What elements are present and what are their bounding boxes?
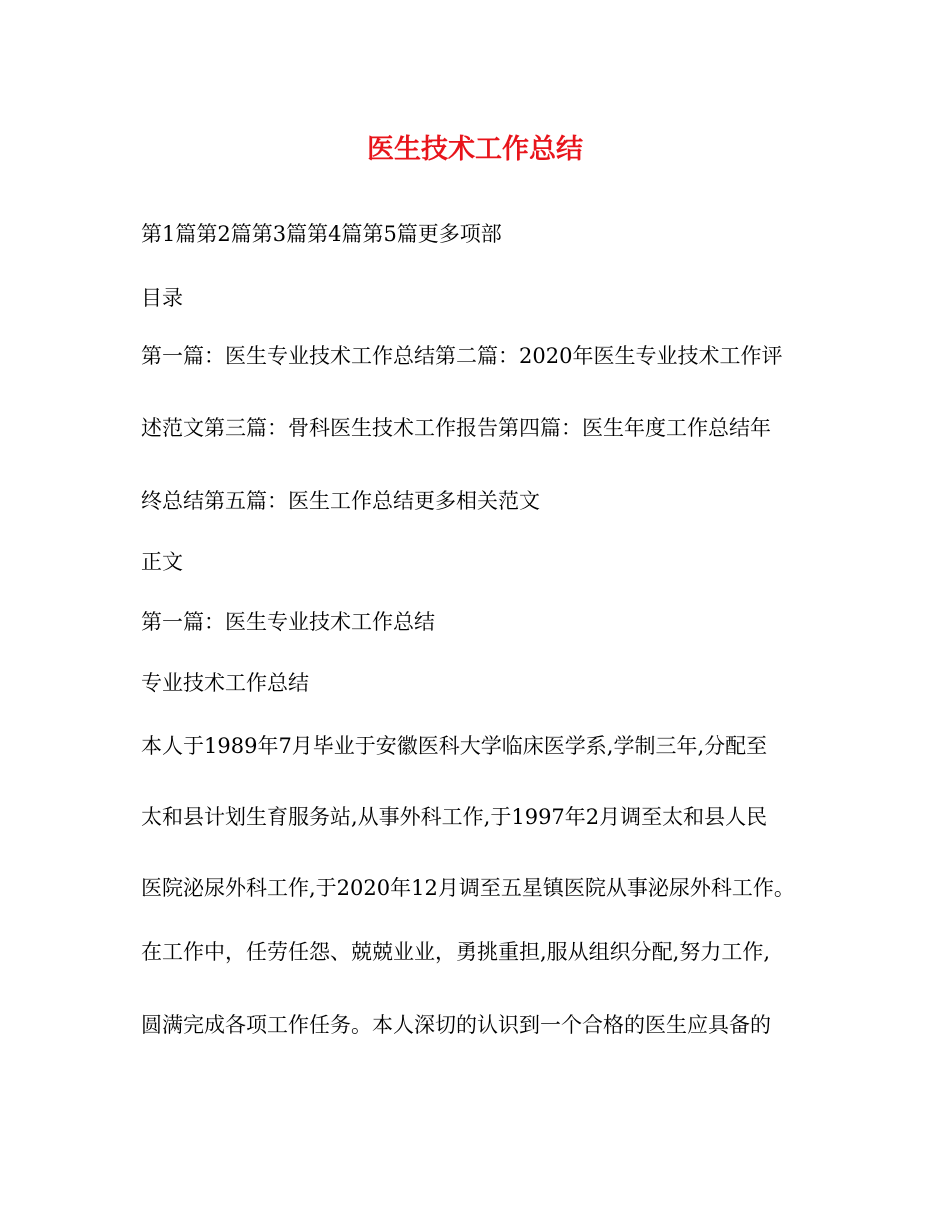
paragraph-line-4: 在工作中，任劳任怨、兢兢业业，勇挑重担,服从组织分配,努力工作,	[141, 940, 771, 964]
paragraph-line-1: 本人于1989年7月毕业于安徽医科大学临床医学系,学制三年,分配至	[141, 734, 768, 758]
article-index-line: 第1篇第2篇第3篇第4篇第5篇更多项部	[141, 222, 502, 246]
paragraph-line-3: 医院泌尿外科工作,于2020年12月调至五星镇医院从事泌尿外科工作。	[141, 876, 795, 900]
body-heading: 正文	[141, 550, 183, 574]
paragraph-line-2: 太和县计划生育服务站,从事外科工作,于1997年2月调至太和县人民	[141, 805, 768, 829]
toc-line-1: 第一篇：医生专业技术工作总结第二篇：2020年医生专业技术工作评	[141, 344, 783, 368]
toc-heading: 目录	[141, 286, 183, 310]
toc-line-3: 终总结第五篇：医生工作总结更多相关范文	[141, 489, 540, 513]
section-subtitle: 专业技术工作总结	[141, 671, 309, 695]
document-title: 医生技术工作总结	[367, 134, 583, 165]
paragraph-line-5: 圆满完成各项工作任务。本人深切的认识到一个合格的医生应具备的	[141, 1013, 771, 1037]
section-title: 第一篇：医生专业技术工作总结	[141, 610, 435, 634]
toc-line-2: 述范文第三篇：骨科医生技术工作报告第四篇：医生年度工作总结年	[141, 416, 771, 440]
